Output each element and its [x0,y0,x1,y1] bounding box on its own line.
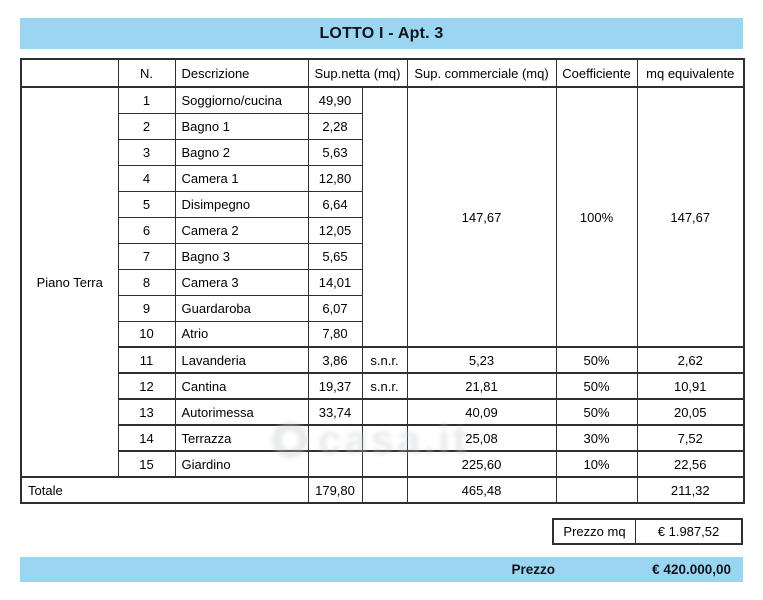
cell-coefficiente: 10% [556,451,637,477]
cell-n: 14 [118,425,175,451]
col-header-mq-equivalente: mq equivalente [637,59,744,87]
cell-sup-netta: 7,80 [308,321,362,347]
totale-coefficiente-cell [556,477,637,503]
cell-descrizione: Terrazza [175,425,308,451]
col-header-floor [21,59,118,87]
cell-n: 8 [118,269,175,295]
cell-snr [362,451,407,477]
cell-n: 13 [118,399,175,425]
cell-n: 12 [118,373,175,399]
cell-descrizione: Guardaroba [175,295,308,321]
cell-coefficiente: 50% [556,347,637,373]
cell-n: 4 [118,165,175,191]
cell-sup-netta: 5,65 [308,243,362,269]
cell-descrizione: Lavanderia [175,347,308,373]
cell-descrizione: Bagno 2 [175,139,308,165]
cell-mq-equivalente: 22,56 [637,451,744,477]
header-row [21,59,744,87]
cell-sup-netta: 49,90 [308,87,362,113]
table-row [21,399,744,425]
cell-snr [362,399,407,425]
cell-descrizione: Camera 2 [175,217,308,243]
cell-sup-netta: 12,05 [308,217,362,243]
cell-coefficiente: 50% [556,399,637,425]
cell-n: 15 [118,451,175,477]
prezzo-mq-box [552,518,743,545]
cell-coefficiente: 30% [556,425,637,451]
cell-mq-equivalente: 20,05 [637,399,744,425]
cell-descrizione: Atrio [175,321,308,347]
table-row [21,87,744,113]
cell-sup-netta [308,425,362,451]
cell-n: 6 [118,217,175,243]
cell-snr: s.n.r. [362,373,407,399]
prezzo-value: € 420.000,00 [652,562,731,577]
cell-coefficiente: 50% [556,373,637,399]
cell-mq-equivalente: 7,52 [637,425,744,451]
cell-sup-netta: 19,37 [308,373,362,399]
totale-sup-commerciale-cell: 465,48 [407,477,556,503]
merged-snr-cell [362,87,407,347]
prezzo-mq-label: Prezzo mq [554,520,636,543]
cell-sup-netta: 3,86 [308,347,362,373]
floor-label-cell: Piano Terra [21,87,118,477]
merged-mq-equivalente-cell: 147,67 [637,87,744,347]
merged-coefficiente-cell: 100% [556,87,637,347]
cell-sup-netta: 5,63 [308,139,362,165]
cell-n: 5 [118,191,175,217]
cell-sup-netta: 2,28 [308,113,362,139]
cell-n: 11 [118,347,175,373]
cell-snr [362,425,407,451]
cell-descrizione: Camera 1 [175,165,308,191]
prezzo-bar [20,557,743,582]
cell-sup-commerciale: 25,08 [407,425,556,451]
cell-sup-netta [308,451,362,477]
surface-table [20,58,745,504]
totale-row [21,477,744,503]
cell-descrizione: Soggiorno/cucina [175,87,308,113]
cell-sup-netta: 33,74 [308,399,362,425]
cell-descrizione: Bagno 3 [175,243,308,269]
cell-n: 10 [118,321,175,347]
cell-sup-netta: 6,64 [308,191,362,217]
cell-n: 7 [118,243,175,269]
cell-n: 2 [118,113,175,139]
cell-descrizione: Cantina [175,373,308,399]
cell-descrizione: Disimpegno [175,191,308,217]
cell-sup-commerciale: 5,23 [407,347,556,373]
totale-snr-cell [362,477,407,503]
totale-mq-equivalente-cell: 211,32 [637,477,744,503]
page-title: LOTTO I - Apt. 3 [319,24,444,42]
col-header-sup-netta: Sup.netta (mq) [308,59,407,87]
col-header-coefficiente: Coefficiente [556,59,637,87]
cell-mq-equivalente: 10,91 [637,373,744,399]
cell-n: 3 [118,139,175,165]
col-header-sup-commerciale: Sup. commerciale (mq) [407,59,556,87]
cell-sup-commerciale: 225,60 [407,451,556,477]
table-row [21,425,744,451]
table-row [21,451,744,477]
prezzo-label: Prezzo [511,562,555,577]
table-row [21,347,744,373]
cell-mq-equivalente: 2,62 [637,347,744,373]
cell-n: 1 [118,87,175,113]
merged-sup-commerciale-cell: 147,67 [407,87,556,347]
cell-n: 9 [118,295,175,321]
col-header-n: N. [118,59,175,87]
prezzo-mq-value: € 1.987,52 [657,524,720,539]
cell-descrizione: Bagno 1 [175,113,308,139]
cell-sup-commerciale: 40,09 [407,399,556,425]
cell-sup-netta: 6,07 [308,295,362,321]
table-row [21,373,744,399]
cell-sup-netta: 12,80 [308,165,362,191]
totale-sup-netta-cell: 179,80 [308,477,362,503]
cell-descrizione: Camera 3 [175,269,308,295]
cell-sup-commerciale: 21,81 [407,373,556,399]
cell-descrizione: Giardino [175,451,308,477]
cell-snr: s.n.r. [362,347,407,373]
totale-label-cell: Totale [21,477,308,503]
cell-descrizione: Autorimessa [175,399,308,425]
title-bar [20,18,743,49]
cell-sup-netta: 14,01 [308,269,362,295]
watermark-text: casa.it [318,416,470,463]
col-header-descrizione: Descrizione [175,59,308,87]
